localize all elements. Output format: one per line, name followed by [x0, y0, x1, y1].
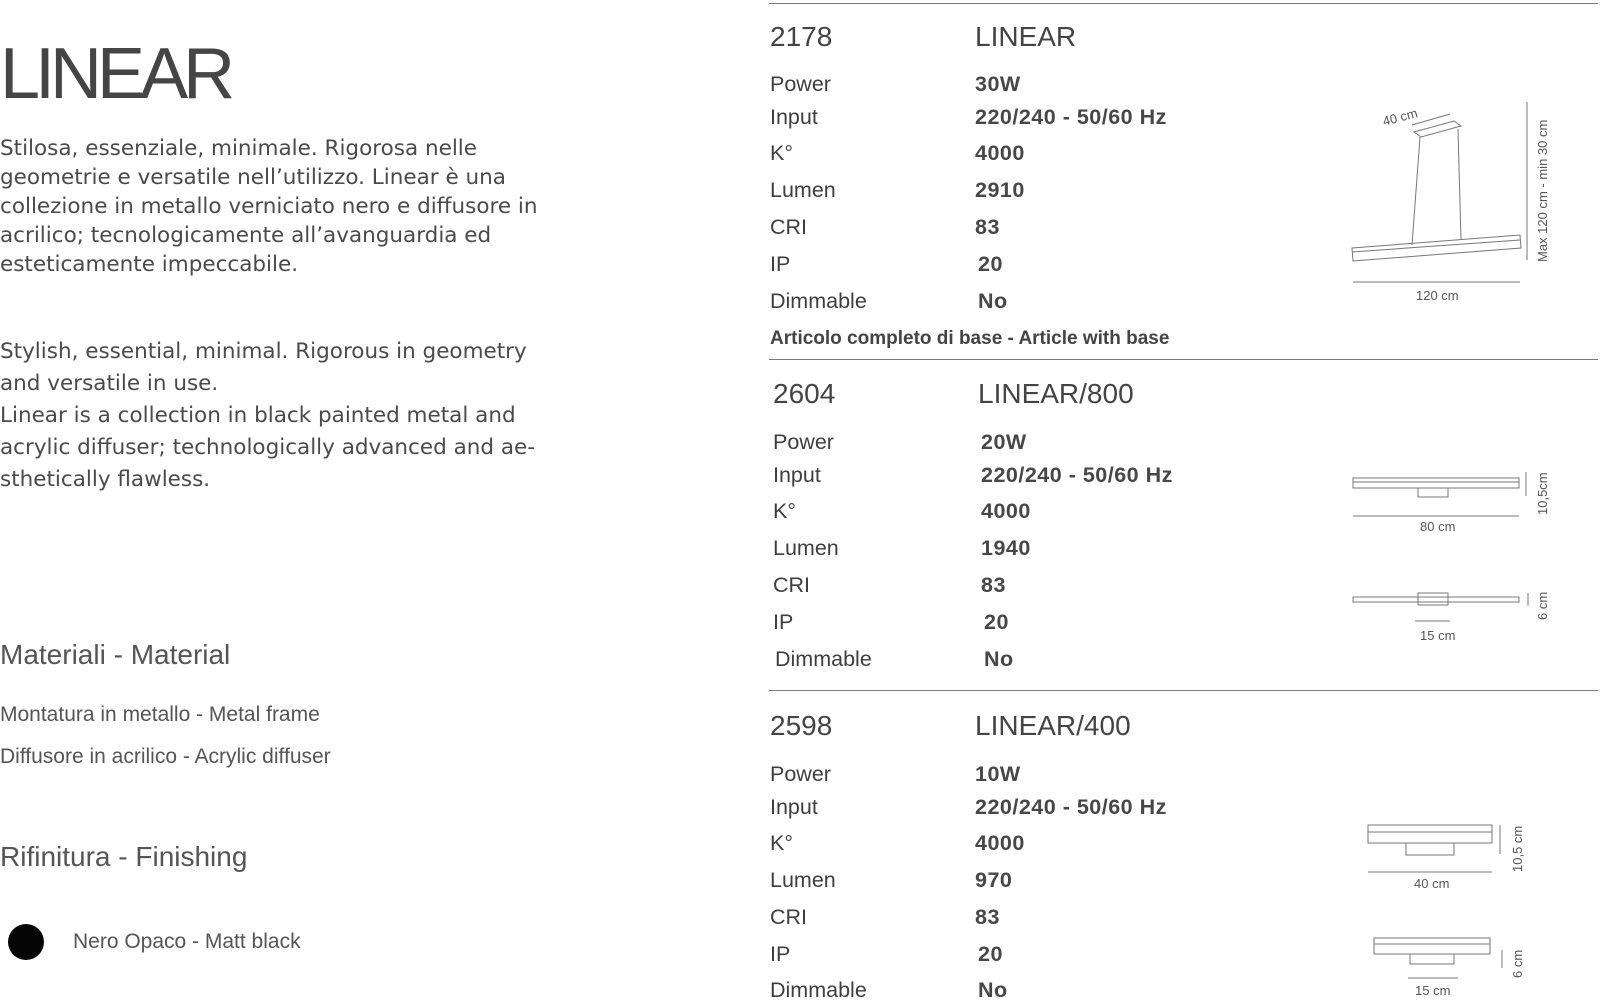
section-divider [769, 3, 1598, 4]
material-item: Montatura in metallo - Metal frame [0, 703, 320, 726]
product-code: 2598 [770, 710, 833, 741]
spec-label-dimmable: Dimmable [770, 978, 867, 1002]
dimension-label-width: 40 cm [1414, 876, 1450, 891]
spec-value-input: 220/240 - 50/60 Hz [975, 105, 1167, 129]
spec-value-power: 30W [975, 72, 1021, 96]
color-swatch-matt-black [8, 924, 44, 960]
description-english-line-1: Stylish, essential, minimal. Rigorous in geometry and versatile in use. [0, 339, 527, 396]
spec-label-input: Input [770, 795, 818, 819]
spec-label-ip: IP [773, 610, 794, 634]
spec-value-dimmable: No [978, 289, 1008, 313]
dimension-label-depth-height: 6 cm [1510, 949, 1525, 978]
dimension-diagram-2178 [1330, 90, 1560, 310]
product-code: 2604 [773, 378, 836, 409]
page-title: LINEAR [0, 34, 231, 114]
spec-label-power: Power [770, 72, 831, 96]
spec-value-k: 4000 [975, 141, 1025, 165]
spec-value-power: 20W [981, 430, 1027, 454]
spec-value-k: 4000 [975, 831, 1025, 855]
dimension-label-height: 10,5 cm [1510, 825, 1525, 872]
spec-label-ip: IP [770, 252, 791, 276]
spec-label-cri: CRI [770, 215, 808, 239]
dimension-diagram-2598 [1360, 810, 1540, 998]
spec-value-ip: 20 [978, 942, 1003, 966]
dimension-label-depth: 15 cm [1420, 628, 1456, 643]
spec-label-input: Input [770, 105, 818, 129]
materials-heading: Materiali - Material [0, 639, 231, 670]
spec-label-lumen: Lumen [770, 868, 836, 892]
spec-label-lumen: Lumen [773, 536, 839, 560]
dimension-label-depth-height: 6 cm [1535, 591, 1550, 620]
description-english [0, 336, 560, 496]
spec-label-dimmable: Dimmable [770, 289, 867, 313]
spec-value-power: 10W [975, 762, 1021, 786]
spec-value-ip: 20 [978, 252, 1003, 276]
product-name: LINEAR/400 [975, 710, 1131, 741]
spec-value-input: 220/240 - 50/60 Hz [975, 795, 1167, 819]
dimension-label-depth: 15 cm [1415, 983, 1451, 998]
dimension-label-width: 80 cm [1420, 519, 1456, 534]
spec-label-input: Input [773, 463, 821, 487]
dimension-label-height: Max 120 cm - min 30 cm [1535, 119, 1550, 262]
spec-label-k: K° [773, 499, 796, 523]
product-name: LINEAR/800 [978, 378, 1134, 409]
spec-value-input: 220/240 - 50/60 Hz [981, 463, 1173, 487]
spec-value-cri: 83 [975, 215, 1000, 239]
spec-label-ip: IP [770, 942, 791, 966]
dimension-diagram-2604 [1330, 460, 1560, 650]
product-note: Articolo completo di base - Article with base [770, 328, 1170, 349]
spec-value-dimmable: No [978, 978, 1008, 1002]
finishing-item: Nero Opaco - Matt black [73, 930, 301, 953]
finishing-heading: Rifinitura - Finishing [0, 841, 248, 872]
spec-value-ip: 20 [984, 610, 1009, 634]
spec-label-cri: CRI [773, 573, 811, 597]
section-divider [769, 359, 1598, 360]
dimension-label-height: 10,5cm [1535, 472, 1550, 515]
spec-value-k: 4000 [981, 499, 1031, 523]
description-english-line-2: Linear is a collection in black painted metal and acrylic diffuser; technologically advanced and ae-sthetically flawless. [0, 403, 536, 492]
spec-value-lumen: 2910 [975, 178, 1025, 202]
spec-label-k: K° [770, 831, 793, 855]
spec-label-power: Power [773, 430, 834, 454]
material-item: Diffusore in acrilico - Acrylic diffuser [0, 745, 331, 768]
spec-value-dimmable: No [984, 647, 1014, 671]
spec-label-dimmable: Dimmable [775, 647, 872, 671]
spec-value-cri: 83 [981, 573, 1006, 597]
spec-label-cri: CRI [770, 905, 808, 929]
spec-label-power: Power [770, 762, 831, 786]
spec-value-cri: 83 [975, 905, 1000, 929]
spec-value-lumen: 970 [975, 868, 1013, 892]
description-italian: Stilosa, essenziale, minimale. Rigorosa nelle geometrie e versatile nell’utilizzo. Linear è una collezione in metallo verniciato nero e diffusore in acrilico; tecnologicamente all’avanguardia ed esteticamente impeccabile. [0, 136, 538, 277]
product-code: 2178 [770, 21, 833, 52]
dimension-label-width: 120 cm [1416, 288, 1459, 303]
dimension-label-top: 40 cm [1380, 105, 1420, 129]
product-name: LINEAR [975, 21, 1077, 52]
spec-label-lumen: Lumen [770, 178, 836, 202]
section-divider [769, 690, 1598, 691]
spec-value-lumen: 1940 [981, 536, 1031, 560]
spec-label-k: K° [770, 141, 793, 165]
